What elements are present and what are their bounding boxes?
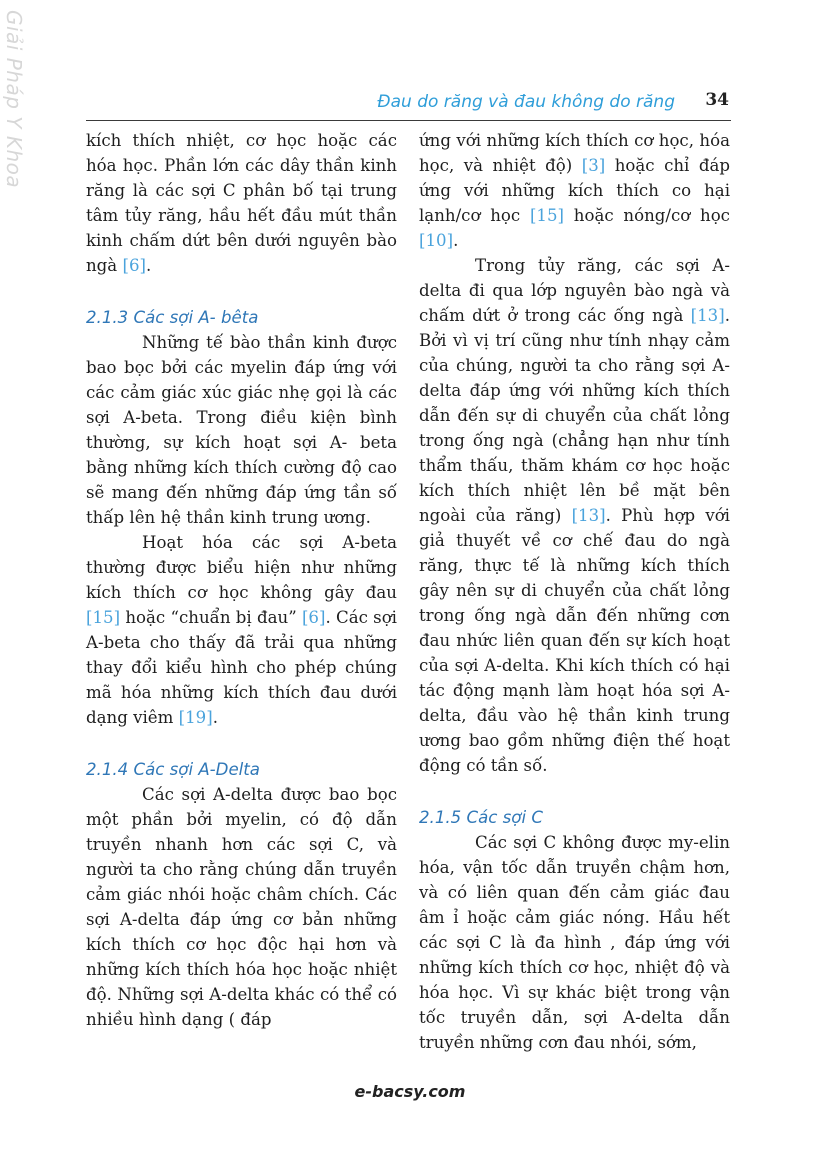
citation-link[interactable]: [15]	[529, 206, 565, 225]
page-number: 34	[705, 90, 729, 110]
paragraph: ứng với những kích thích cơ học, hóa học, và nhiệt độ) [3] hoặc chỉ đáp ứng với những kích thích co hại lạnh/cơ học [15] hoặc nóng/cơ học [10].	[419, 131, 730, 250]
citation-link[interactable]: [6]	[122, 256, 146, 275]
section-heading-a-delta: 2.1.4 Các sợi A-Delta	[86, 760, 260, 779]
section-heading-a-beta: 2.1.3 Các sợi A- bêta	[86, 308, 259, 327]
citation-link[interactable]: [10]	[419, 231, 454, 250]
paragraph: Trong tủy răng, các sợi A-delta đi qua lớp nguyên bào ngà và chấm dứt ở trong các ống ngà [13]. Bởi vì vị trí cũng như tính nhạy cảm của chúng, người ta cho rằng sợi A-delta đáp ứng với những kích thích dẫn đến sự di chuyển của chất lỏng trong ống ngà (chẳng hạn như tính thẩm thấu, thăm khám cơ học hoặc kích thích nhiệt lên bề mặt bên ngoài của răng) [13]. Phù hợp với giả thuyết về cơ chế đau do ngà răng, thực tế là những kích thích gây nên sự di chuyển của chất lỏng trong ống ngà dẫn đến những cơn đau nhức liên quan đến sự kích hoạt của sợi A-delta. Khi kích thích có hại tác động mạnh làm hoạt hóa sợi A-delta, đầu vào hệ thần kinh trung ương bao gồm những điện thế hoạt động có tần số.	[419, 256, 730, 775]
citation-link[interactable]: [19]	[178, 708, 213, 727]
right-column	[419, 128, 730, 1055]
citation-link[interactable]: [15]	[86, 608, 121, 627]
side-watermark: Giải Pháp Y Khoa	[2, 10, 26, 189]
section-heading-c-fibers: 2.1.5 Các sợi C	[419, 808, 543, 827]
citation-link[interactable]: [13]	[690, 306, 725, 325]
paragraph: Các sợi C không được my-elin hóa, vận tốc dẫn truyền chậm hơn, và có liên quan đến cảm giác đau âm ỉ hoặc cảm giác nóng. Hầu hết các sợi C là đa hình , đáp ứng với những kích thích cơ học, nhiệt độ và hóa học. Vì sự khác biệt trong vận tốc truyền dẫn, sợi A-delta dẫn truyền những cơn đau nhói, sớm,	[419, 833, 730, 1052]
paragraph: Các sợi A-delta được bao bọc một phần bởi myelin, có độ dẫn truyền nhanh hơn các sợi C, và người ta cho rằng chúng dẫn truyền cảm giác nhói hoặc châm chích. Các sợi A-delta đáp ứng cơ bản những kích thích cơ học độc hại hơn và những kích thích hóa học hoặc nhiệt độ. Những sợi A-delta khác có thể có nhiều hình dạng ( đáp	[86, 785, 397, 1029]
paragraph: Hoạt hóa các sợi A-beta thường được biểu hiện như những kích thích cơ học không gây đau [15] hoặc “chuẩn bị đau” [6]. Các sợi A-beta cho thấy đã trải qua những thay đổi kiểu hình cho phép chúng mã hóa những kích thích đau dưới dạng viêm [19].	[86, 533, 397, 727]
citation-link[interactable]: [13]	[571, 506, 606, 525]
citation-link[interactable]: [6]	[301, 608, 326, 627]
running-title: Đau do răng và đau không do răng	[377, 92, 675, 112]
footer-site: e-bacsy.com	[354, 1082, 466, 1101]
left-column	[86, 128, 397, 1032]
paragraph: Những tế bào thần kinh được bao bọc bởi các myelin đáp ứng với các cảm giác xúc giác nhẹ gọi là các sợi A-beta. Trong điều kiện bình thường, sự kích hoạt sợi A- beta bằng những kích thích cường độ cao sẽ mang đến những đáp ứng tần số thấp lên hệ thần kinh trung ương.	[86, 333, 397, 527]
paragraph: kích thích nhiệt, cơ học hoặc các hóa học. Phần lớn các dây thần kinh răng là các sợi C phân bố tại trung tâm tủy răng, hầu hết đầu mút thần kinh chấm dứt bên dưới nguyên bào ngà [6].	[86, 131, 397, 275]
page-header	[86, 92, 731, 121]
citation-link[interactable]: [3]	[581, 156, 606, 175]
